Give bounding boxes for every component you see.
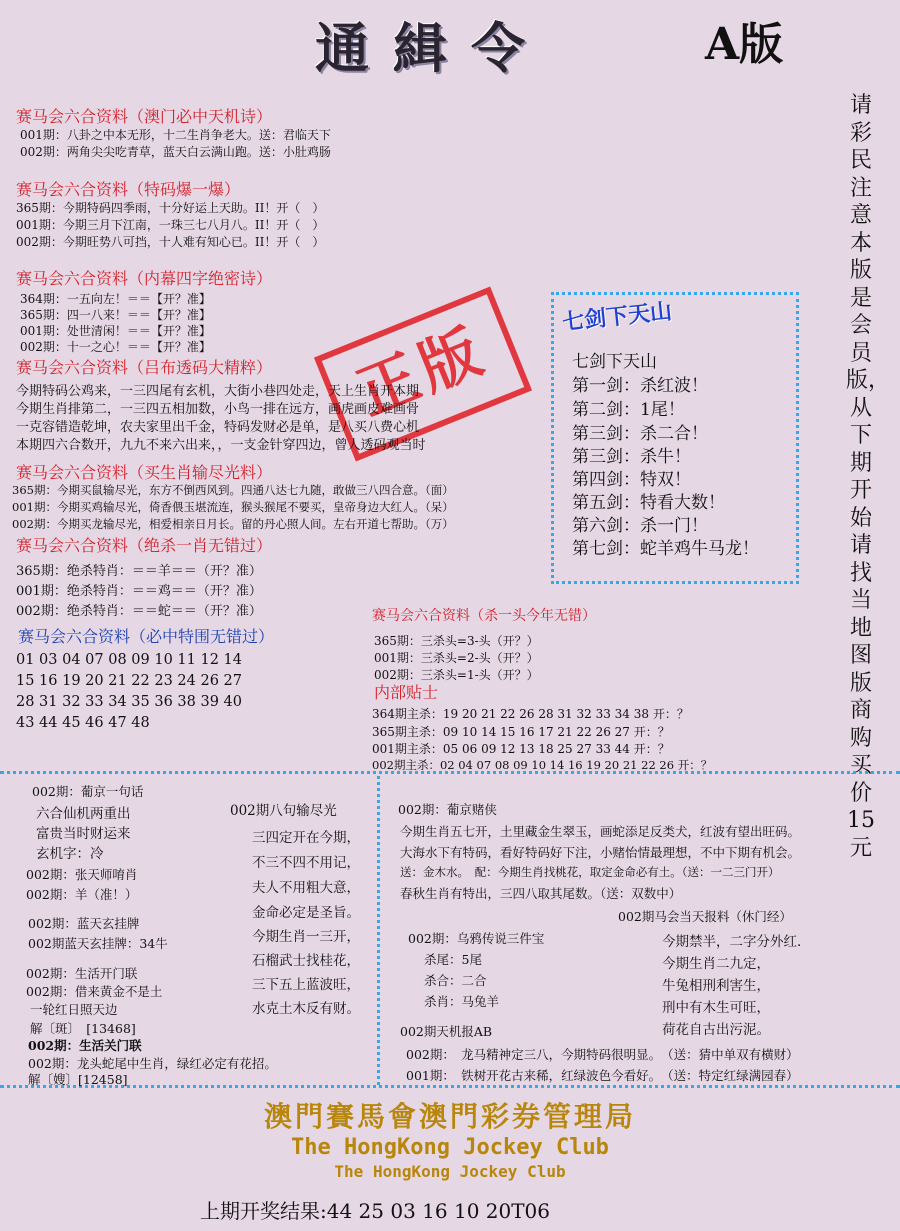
- list-item: 第三剑：杀牛！: [572, 447, 691, 467]
- list-item: 002期：十一之心！＝＝【开？准】: [20, 340, 211, 354]
- block-title: 002期：葡京一句话: [32, 784, 144, 799]
- list-item: 002期：两角尖尖吃青草，蓝天白云满山跑。送：小肚鸡肠: [20, 145, 331, 159]
- last-draw-result: 上期开奖结果:44 25 03 16 10 20T06: [200, 1199, 551, 1223]
- list-item: 水克土木反有财。: [252, 1001, 360, 1017]
- block-title: 002期：生活关门联: [28, 1038, 142, 1053]
- list-item: 364期主杀：19 20 21 22 26 28 31 32 33 34 38 开：？: [372, 707, 689, 721]
- list-item: 365期：今期买鼠输尽光，东方不倒西风到。四通八达七九随，敢做三八四合意。（面）: [12, 483, 454, 497]
- block-title: 002期：张天师唷肖: [26, 867, 138, 882]
- section-title-insider-tips: 内部贴士: [374, 683, 439, 702]
- list-item: 001期：八卦之中本无形，十二生肖争老大。送：君临天下: [20, 128, 331, 142]
- vertical-notice: 请彩民注意本版是会员版，从下期开始请找当地图版商购买价15元: [846, 93, 891, 861]
- list-item: 今期生肖一三开，: [252, 929, 360, 945]
- poem-title: 002期八句输尽光: [230, 803, 337, 819]
- block-title: 002期：葡京赌侠: [398, 802, 497, 817]
- list-item: 一克容错造乾坤，农夫家里出千金，特码发财必是单，是八买八费心机: [16, 420, 420, 435]
- list-item: 今期禁半，二字分外红．: [662, 934, 811, 950]
- list-item: 365期：今期特码四季雨，十分好运上天助。II！开（ ）: [16, 201, 325, 215]
- footer-org-name: 澳門賽馬會澳門彩券管理局: [263, 1100, 636, 1133]
- divider: [0, 771, 900, 774]
- list-item: 002期蓝天玄挂牌：34牛: [28, 936, 168, 951]
- list-item: 今期生肖二九定，: [662, 956, 770, 972]
- list-item: 金命必定是圣旨。: [252, 905, 360, 921]
- list-item: 夫人不用粗大意，: [252, 880, 360, 896]
- list-item: 002期：绝杀特肖：＝＝蛇＝＝（开？准）: [16, 604, 262, 619]
- block-title: 002期天机报AB: [400, 1024, 493, 1039]
- list-item: 002期：三杀头=1-头（开？）: [374, 668, 539, 682]
- list-item: 第一剑：杀红波！: [572, 376, 708, 396]
- genuine-stamp: 正版: [314, 286, 532, 461]
- list-item: 解〔斑〕 [13468]: [30, 1021, 136, 1036]
- section-title-poem: 赛马会六合资料（澳门必中天机诗）: [16, 107, 273, 126]
- list-item: 002期：今期买龙输尽光，相爱相亲日月长。留的丹心照人间。左右开道七帮助。（万）: [12, 517, 454, 531]
- list-item: 刑中有木生可旺，: [662, 1000, 770, 1016]
- block-title: 002期：生活开门联: [26, 966, 138, 981]
- list-item: 富贵当时财运来: [36, 826, 131, 842]
- list-item: 大海水下有特码，看好特码好下注，小赌怡情最理想，不中下期有机会。: [400, 845, 801, 860]
- list-item: 001期：今期三月下江南，一珠三七八月八。II！开（ ）: [16, 218, 325, 232]
- block-title: 002期：蓝天玄挂牌: [28, 916, 140, 931]
- section-title-kill-zodiac: 赛马会六合资料（绝杀一肖无错过）: [16, 536, 273, 555]
- list-item: 002期：今期旺势八可挡，十人难有知心已。II！开（ ）: [16, 235, 325, 249]
- list-item: 三下五上蓝波旺，: [252, 977, 360, 993]
- list-item: 001期： 铁树开花古来稀，红绿波色今看好。 （送：特定红绿满园春）: [406, 1068, 799, 1083]
- list-item: 002期： 龙马精神定三八，今期特码很明显。 （送：猜中单双有横财）: [406, 1047, 799, 1062]
- list-item: 今期生肖排第二，一三四五相加数，小鸟一排在远方，画虎画皮难画骨: [16, 402, 420, 417]
- list-item: 春秋生肖有特出，三四八取其尾数。（送：双数中）: [400, 886, 682, 901]
- list-item: 001期：绝杀特肖：＝＝鸡＝＝（开？准）: [16, 584, 262, 599]
- list-item: 第七剑：蛇羊鸡牛马龙！: [572, 539, 759, 559]
- list-item: 第五剑：特看大数！: [572, 493, 725, 513]
- seven-swords-heading: 七剑下天山: [572, 352, 657, 372]
- list-item: 002期：龙头蛇尾中生肖，绿红必定有花招。: [28, 1056, 277, 1071]
- section-title-lubu: 赛马会六合资料（吕布透码大精粹）: [16, 358, 273, 377]
- seven-swords-banner: 七剑下天山: [561, 298, 674, 336]
- edition-label: A版: [705, 19, 784, 70]
- divider: [377, 776, 380, 1085]
- list-item: 解〔嫂〕[12458]: [28, 1072, 128, 1087]
- list-item: 001期主杀：05 06 09 12 13 18 25 27 33 44 开：？: [372, 742, 670, 756]
- list-item: 第三剑：杀二合！: [572, 424, 708, 444]
- section-title-kill-head: 赛马会六合资料（杀一头今年无错）: [372, 608, 596, 624]
- number-row: 15 16 19 20 21 22 23 24 26 27: [16, 673, 242, 689]
- list-item: 第六剑：杀一门！: [572, 516, 708, 536]
- section-title-special-range: 赛马会六合资料（必中特围无错过）: [18, 627, 275, 646]
- list-item: 001期：处世清闲！＝＝【开？准】: [20, 324, 211, 338]
- list-item: 今期生肖五七开，土里藏金生翠玉，画蛇添足反类犬，红波有望出旺码。: [400, 824, 801, 839]
- number-row: 01 03 04 07 08 09 10 11 12 14: [16, 652, 242, 668]
- list-item: 石榴武士找桂花，: [252, 953, 360, 969]
- list-item: 第四剑：特双！: [572, 470, 691, 490]
- section-title-four-char-poem: 赛马会六合资料（内幕四字绝密诗）: [16, 269, 273, 288]
- list-item: 三四定开在今期，: [252, 830, 360, 846]
- list-item: 001期：今期买鸡输尽光，倚香偎玉堪流连，猴头猴尾不要买，皇帝身边大红人。（呆）: [12, 500, 454, 514]
- list-item: 送：金木水。 配：今期生肖找桃花，取定金命必有土。（送：一二三门开）: [400, 865, 780, 879]
- block-title: 002期：乌鸦传说三件宝: [408, 931, 545, 946]
- list-item: 玄机字：冷: [36, 846, 104, 862]
- divider: [0, 1085, 900, 1088]
- footer-club-name-small: The HongKong Jockey Club: [334, 1162, 566, 1181]
- list-item: 365期：绝杀特肖：＝＝羊＝＝（开？准）: [16, 564, 262, 579]
- footer-club-name: The HongKong Jockey Club: [291, 1135, 609, 1160]
- list-item: 364期：一五向左！＝＝【开？准】: [20, 292, 211, 306]
- list-item: 不三不四不用记，: [252, 855, 360, 871]
- number-row: 28 31 32 33 34 35 36 38 39 40: [16, 694, 242, 710]
- list-item: 牛兔相刑利害生，: [662, 978, 770, 994]
- list-item: 002期：羊（准！）: [26, 887, 138, 902]
- list-item: 001期：三杀头=2-头（开？）: [374, 651, 539, 665]
- list-item: 002期主杀：02 04 07 08 09 10 14 16 19 20 21 22 26 开：？: [372, 758, 713, 772]
- section-title-zodiac-lose: 赛马会六合资料（买生肖输尽光料）: [16, 463, 273, 482]
- section-title-special-code: 赛马会六合资料（特码爆一爆）: [16, 180, 241, 199]
- list-item: 今期特码公鸡来，一三四尾有玄机，大街小巷四处走，天上生肖开本期: [16, 384, 420, 399]
- list-item: 杀尾：5尾: [424, 952, 482, 967]
- page-title: 通緝令: [315, 16, 549, 80]
- list-item: 杀肖：马兔羊: [424, 994, 500, 1009]
- list-item: 一轮红日照天边: [30, 1002, 118, 1017]
- list-item: 六合仙机两重出: [36, 806, 131, 822]
- list-item: 荷花自古出污泥。: [662, 1022, 770, 1038]
- list-item: 杀合：二合: [424, 973, 487, 988]
- list-item: 本期四六合数开，九九不来六出来，，一支金针穿四边，曾人透码观当时: [16, 438, 426, 453]
- list-item: 365期：三杀头=3-头（开？）: [374, 634, 539, 648]
- list-item: 002期：借来黄金不是土: [26, 984, 163, 999]
- list-item: 365期：四一八来！＝＝【开？准】: [20, 308, 211, 322]
- list-item: 365期主杀：09 10 14 15 16 17 21 22 26 27 开：？: [372, 725, 670, 739]
- list-item: 第二剑：1尾！: [572, 400, 685, 420]
- block-title: 002期马会当天报料（休门经）: [618, 909, 792, 924]
- number-row: 43 44 45 46 47 48: [16, 715, 150, 731]
